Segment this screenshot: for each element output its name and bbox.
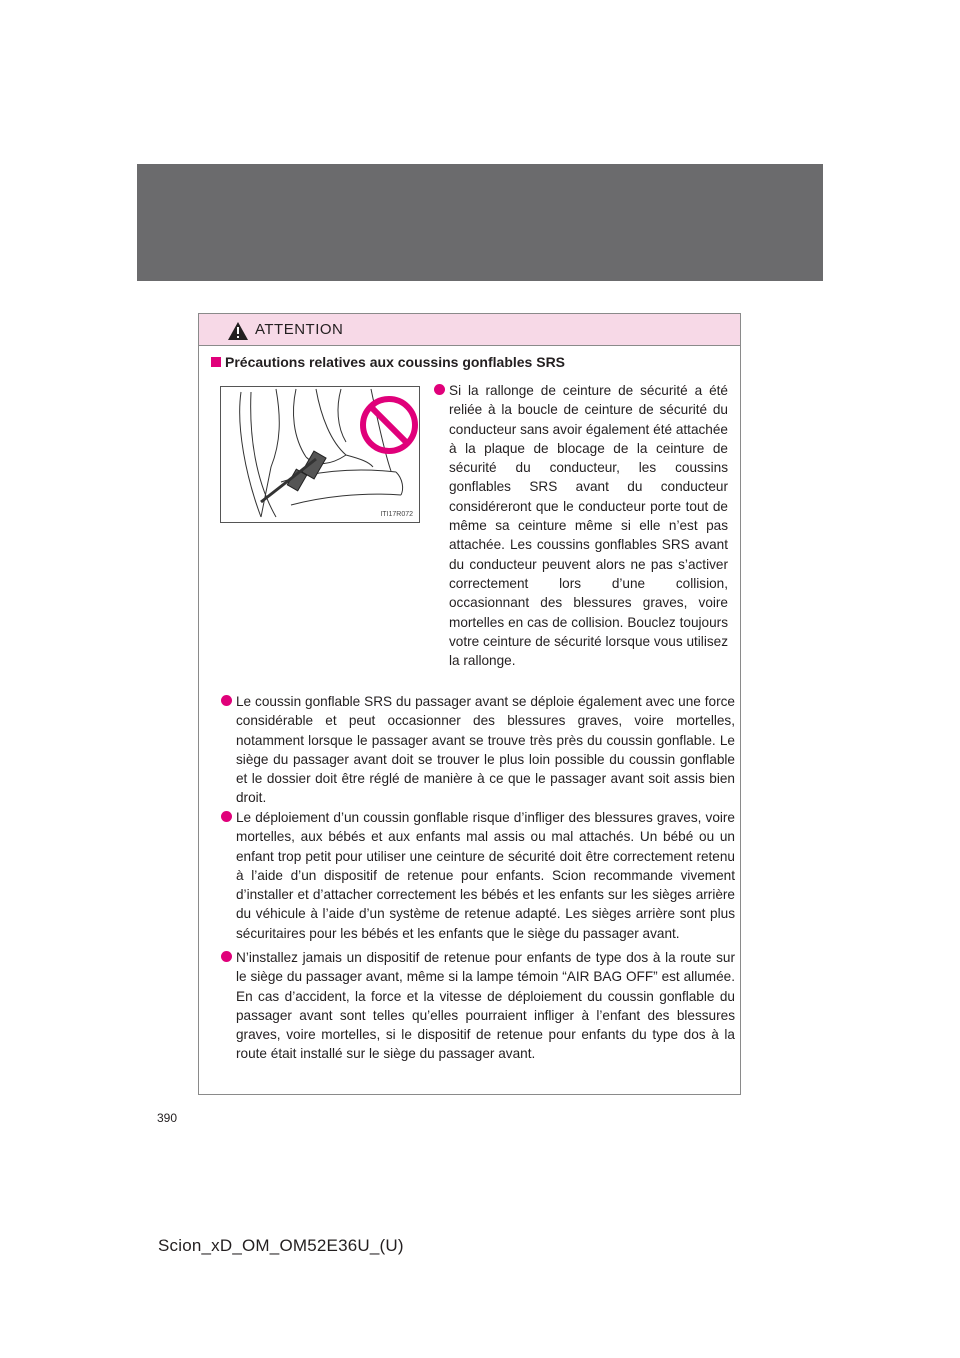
warning-triangle-icon [227, 321, 249, 341]
warning-item-2 [221, 692, 735, 808]
page-number: 390 [157, 1111, 178, 1125]
round-bullet-icon [221, 811, 232, 822]
section-title [211, 354, 565, 370]
warning-item-1 [434, 381, 728, 670]
warning-item-3-text: Le déploiement d’un coussin gonflable risque d’infliger des blessures graves, voire mortelles, aux bébés et aux enfants mal assis ou mal attachés. Un bébé ou un enfant trop petit pour utiliser une ceinture de sécurité doit être correctement retenu à l’aide d’un dispositif de retenue pour enfants. Scion recommande vivement d’installer et d’attacher correctement les bébés et les enfants sur les sièges arrière du véhicule à l’aide d’un système de retenue adapté. Les sièges arrière sont plus sécuritaires pour les bébés et les enfants que le siège du passager avant. [236, 810, 735, 941]
square-bullet-icon [211, 357, 221, 367]
footer-code: Scion_xD_OM_OM52E36U_(U) [158, 1236, 404, 1255]
seatbelt-drawing [221, 387, 419, 522]
warning-item-4 [221, 948, 735, 1064]
warning-item-2-text: Le coussin gonflable SRS du passager avant se déploie également avec une force considérable et peut occasionner des blessures graves, voire mortelles, notamment lorsque le passager avant se trouve très près du coussin gonflable. Le siège du passager avant doit se trouver le plus loin possible du coussin gonflable et le dossier doit être réglé de manière à ce que le passager avant soit assis bien droit. [236, 694, 735, 806]
warning-header [199, 314, 740, 346]
round-bullet-icon [221, 695, 232, 706]
warning-item-4-text: N’installez jamais un dispositif de retenue pour enfants de type dos à la route sur le siège du passager avant, même si la lampe témoin “AIR BAG OFF” est allumée. En cas d’accident, la force et la vitesse de déploiement du coussin gonflable du passager avant sont telles qu’elles pourraient infliger à l’enfant des blessures graves, voire mortelles, si le dispositif de retenue pour enfants du type dos à la route était installé sur le siège du passager avant. [236, 950, 735, 1062]
warning-item-3 [221, 808, 735, 943]
round-bullet-icon [221, 951, 232, 962]
header-band [137, 164, 823, 281]
figure-code: ITI17R072 [380, 511, 413, 518]
warning-box [198, 313, 741, 1095]
round-bullet-icon [434, 384, 445, 395]
warning-title: ATTENTION [255, 321, 344, 338]
seatbelt-illustration [220, 386, 420, 523]
warning-item-1-text: Si la rallonge de ceinture de sécurité a été reliée à la boucle de ceinture de sécurité du conducteur sans avoir également été attachée à la plaque de blocage de la ceinture de sécurité du conducteur, les coussins gonflables SRS avant du conducteur considéreront que le conducteur porte tout de même sa ceinture même si elle n’est pas attachée. Les coussins gonflables SRS avant du conducteur peuvent alors ne pas s’activer correctement lors d’une collision, occasionnant des blessures graves, voire mortelles en cas de collision. Bouclez toujours votre ceinture de sécurité lorsque vous utilisez la rallonge. [449, 383, 728, 669]
section-title-text: Précautions relatives aux coussins gonflables SRS [225, 354, 566, 370]
prohibited-icon [363, 399, 415, 451]
